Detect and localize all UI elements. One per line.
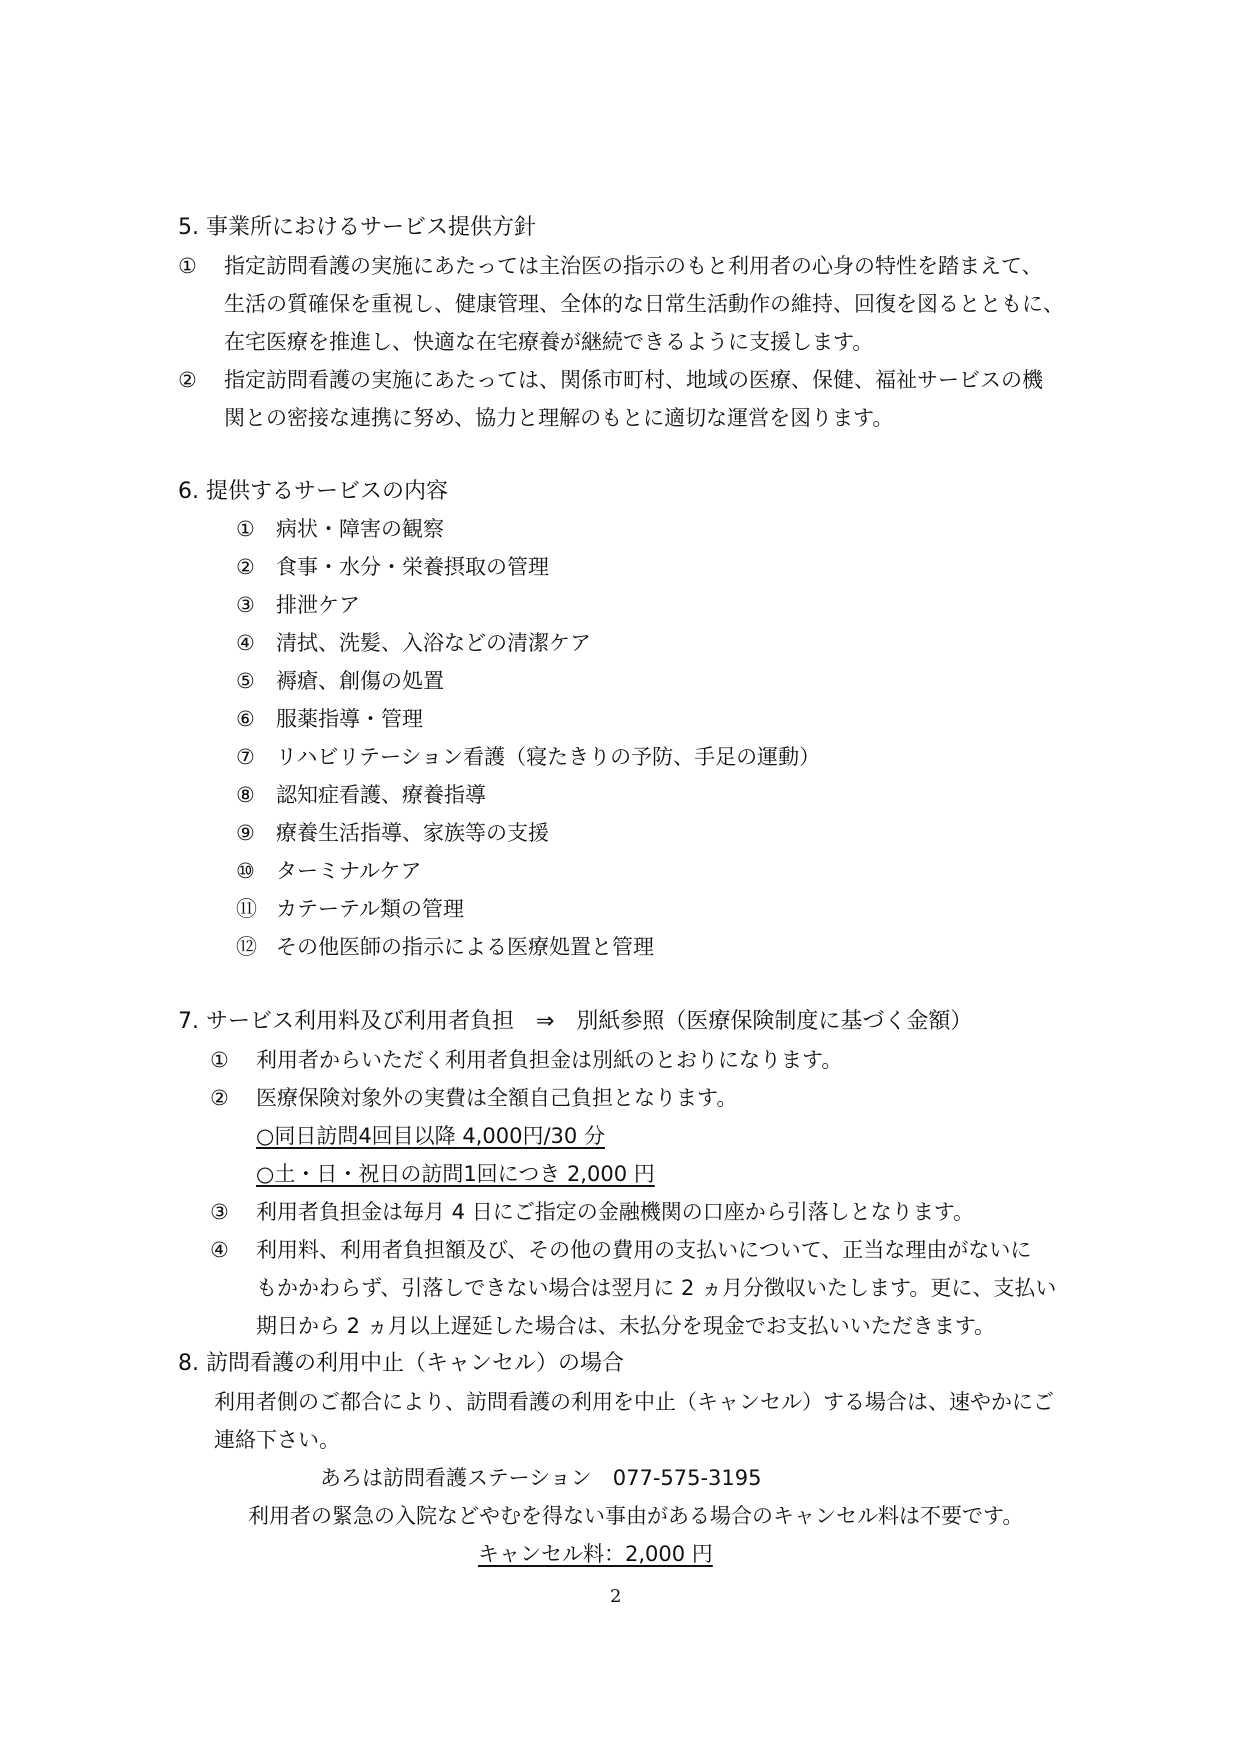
- section-6-item-3: 排泄ケア: [276, 593, 360, 617]
- section-5-item-1-marker: ①: [178, 254, 197, 278]
- section-6-item-6: 服薬指導・管理: [276, 707, 423, 731]
- cancellation-note: 利用者の緊急の入院などやむを得ない事由がある場合のキャンセル料は不要です。: [248, 1504, 1024, 1528]
- section-6-item-8: 認知症看護、療養指導: [276, 783, 486, 807]
- section-6-item-12: その他医師の指示による医療処置と管理: [276, 935, 654, 959]
- section-6-item-11: カテーテル類の管理: [276, 897, 464, 921]
- section-5-item-2-line-2: 関との密接な連携に努め、協力と理解のもとに適切な運営を図ります。: [224, 406, 894, 430]
- section-5-item-1-line-2: 生活の質確保を重視し、健康管理、全体的な日常生活動作の維持、回復を図るとともに、: [224, 292, 1064, 316]
- page-number: 2: [610, 1586, 622, 1607]
- section-6-item-3-marker: ③: [236, 593, 255, 617]
- section-7-item-1: 利用者からいただく利用者負担金は別紙のとおりになります。: [256, 1048, 843, 1072]
- section-7-item-4-marker: ④: [210, 1238, 229, 1262]
- section-6-item-5-marker: ⑤: [236, 669, 255, 693]
- section-5-item-1-line-1: 指定訪問看護の実施にあたっては主治医の指示のもと利用者の心身の特性を踏まえて、: [224, 254, 1043, 278]
- section-6-item-11-marker: ⑪: [236, 897, 257, 921]
- section-6-heading: 6. 提供するサービスの内容: [178, 479, 448, 504]
- section-6-item-1: 病状・障害の観察: [276, 517, 444, 541]
- section-7-item-3-marker: ③: [210, 1200, 229, 1224]
- cancellation-fee: キャンセル料：2,000 円: [478, 1542, 713, 1566]
- section-8-body-line-1: 利用者側のご都合により、訪問看護の利用を中止（キャンセル）する場合は、速やかにご: [214, 1390, 1054, 1414]
- fee-same-day-4th-visit: ○同日訪問4回目以降 4,000円/30 分: [256, 1124, 605, 1148]
- section-6-item-8-marker: ⑧: [236, 783, 255, 807]
- section-7-item-1-marker: ①: [210, 1048, 229, 1072]
- section-7-item-2-marker: ②: [210, 1086, 229, 1110]
- section-7-item-4-line-2: もかかわらず、引落しできない場合は翌月に 2 ヵ月分徴収いたします。更に、支払い: [256, 1276, 1057, 1300]
- section-6-item-2-marker: ②: [236, 555, 255, 579]
- section-6-item-2: 食事・水分・栄養摂取の管理: [276, 555, 549, 579]
- section-5-item-1-line-3: 在宅医療を推進し、快適な在宅療養が継続できるように支援します。: [224, 330, 874, 354]
- section-5-item-2-marker: ②: [178, 368, 197, 392]
- section-6-item-10-marker: ⑩: [236, 859, 255, 883]
- section-6-item-5: 褥瘡、創傷の処置: [276, 669, 444, 693]
- section-8-heading: 8. 訪問看護の利用中止（キャンセル）の場合: [178, 1351, 624, 1376]
- section-6-item-7-marker: ⑦: [236, 745, 255, 769]
- section-7-item-4-line-3: 期日から 2 ヵ月以上遅延した場合は、未払分を現金でお支払いいただきます。: [256, 1314, 996, 1338]
- section-7-item-3: 利用者負担金は毎月 4 日にご指定の金融機関の口座から引落しとなります。: [256, 1200, 975, 1224]
- section-5-heading: 5. 事業所におけるサービス提供方針: [178, 215, 536, 240]
- section-6-item-10: ターミナルケア: [276, 859, 422, 883]
- section-6-item-6-marker: ⑥: [236, 707, 255, 731]
- section-6-item-12-marker: ⑫: [236, 935, 257, 959]
- section-6-item-4-marker: ④: [236, 631, 255, 655]
- section-8-body-line-2: 連絡下さい。: [214, 1428, 340, 1452]
- section-7-item-4-line-1: 利用料、利用者負担額及び、その他の費用の支払いについて、正当な理由がないに: [256, 1238, 1032, 1262]
- fee-weekend-holiday-visit: ○土・日・祝日の訪問1回につき 2,000 円: [256, 1162, 655, 1186]
- section-6-item-4: 清拭、洗髪、入浴などの清潔ケア: [276, 631, 591, 655]
- section-6-item-9-marker: ⑨: [236, 821, 255, 845]
- section-7-item-2: 医療保険対象外の実費は全額自己負担となります。: [256, 1086, 738, 1110]
- section-6-item-7: リハビリテーション看護（寝たきりの予防、手足の運動）: [276, 745, 821, 769]
- station-contact: あろは訪問看護ステーション 077-575-3195: [320, 1466, 762, 1490]
- section-7-heading: 7. サービス利用料及び利用者負担 ⇒ 別紙参照（医療保険制度に基づく金額）: [178, 1009, 973, 1034]
- section-6-item-9: 療養生活指導、家族等の支援: [276, 821, 549, 845]
- section-6-item-1-marker: ①: [236, 517, 255, 541]
- section-5-item-2-line-1: 指定訪問看護の実施にあたっては、関係市町村、地域の医療、保健、福祉サービスの機: [224, 368, 1043, 392]
